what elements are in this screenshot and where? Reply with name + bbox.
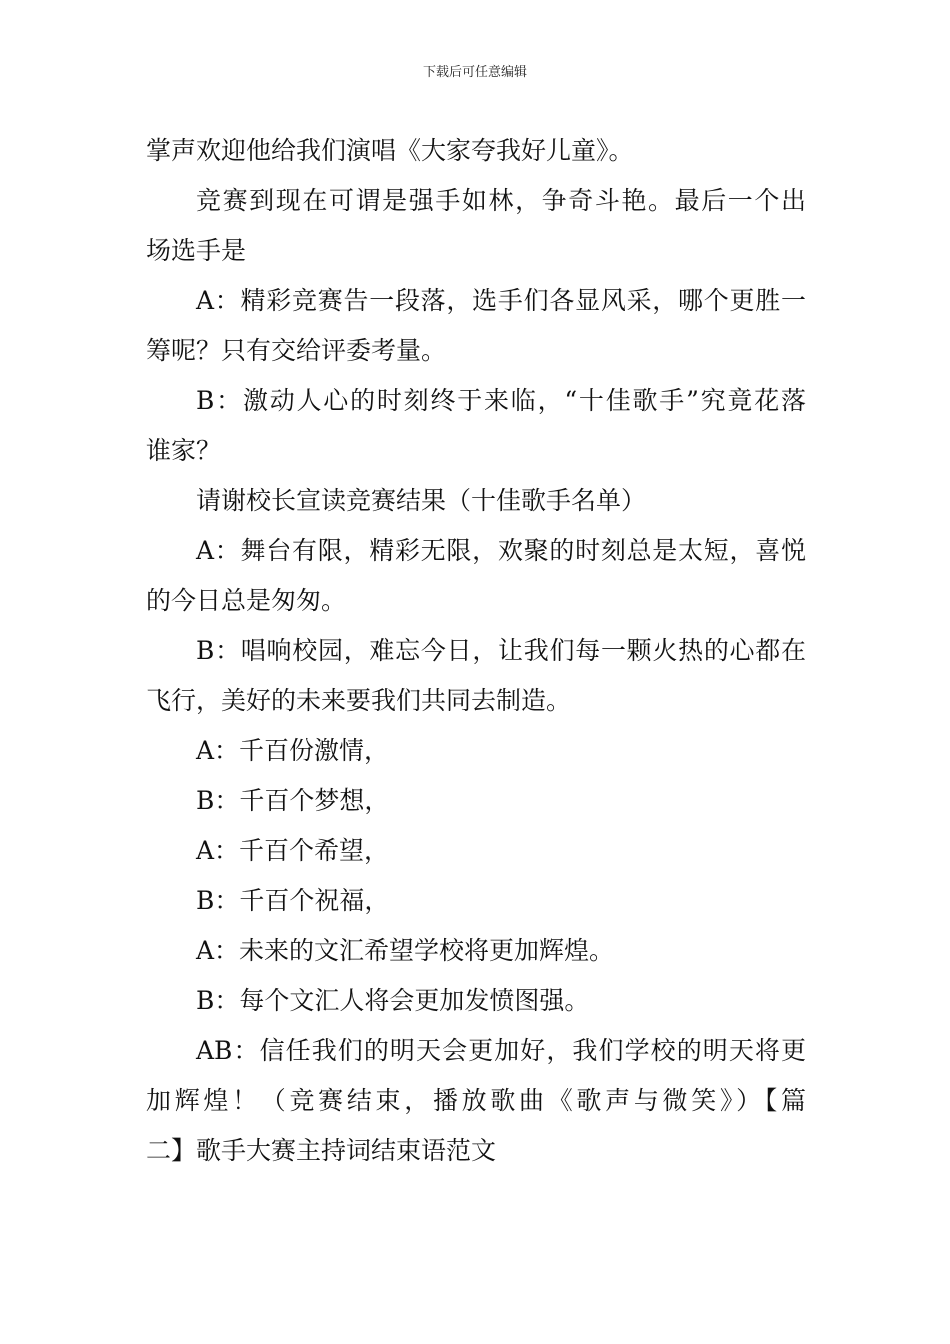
text-line: A：千百个希望，	[196, 836, 390, 865]
text-line: A：未来的文汇希望学校将更加辉煌。	[196, 936, 615, 965]
text-line: 请谢校长宣读竞赛结果（十佳歌手名单）	[196, 486, 647, 515]
text-line: A：精彩竞赛告一段落，选手们各显风采，哪个更胜一	[196, 286, 806, 315]
text-line: 二】歌手大赛主持词结束语范文	[146, 1136, 497, 1165]
text-line: 场选手是	[146, 236, 247, 265]
text-line: A：千百份激情，	[196, 736, 390, 765]
text-line: AB：信任我们的明天会更加好，我们学校的明天将更	[196, 1036, 806, 1065]
text-line: B：唱响校园，难忘今日，让我们每一颗火热的心都在	[196, 636, 806, 665]
text-line: B：激动人心的时刻终于来临，“十佳歌手”究竟花落	[196, 386, 806, 415]
text-line: B：千百个梦想，	[196, 786, 390, 815]
text-line: A：舞台有限，精彩无限，欢聚的时刻总是太短，喜悦	[196, 536, 806, 565]
text-line: 加辉煌！（竞赛结束，播放歌曲《歌声与微笑》）【篇	[146, 1086, 806, 1115]
text-line: B：千百个祝福，	[196, 886, 390, 915]
text-line: B：每个文汇人将会更加发愤图强。	[196, 986, 590, 1015]
page-header: 下载后可任意编辑	[422, 65, 527, 80]
text-line: 谁家？	[146, 436, 222, 465]
text-line: 的今日总是匆匆。	[146, 586, 347, 615]
text-line: 筹呢？只有交给评委考量。	[146, 336, 447, 365]
text-line: 飞行，美好的未来要我们共同去制造。	[146, 686, 572, 715]
text-line: 竞赛到现在可谓是强手如林，争奇斗艳。最后一个出	[196, 186, 806, 215]
text-line: 掌声欢迎他给我们演唱《大家夸我好儿童》。	[146, 136, 634, 165]
document-body	[146, 126, 806, 1176]
